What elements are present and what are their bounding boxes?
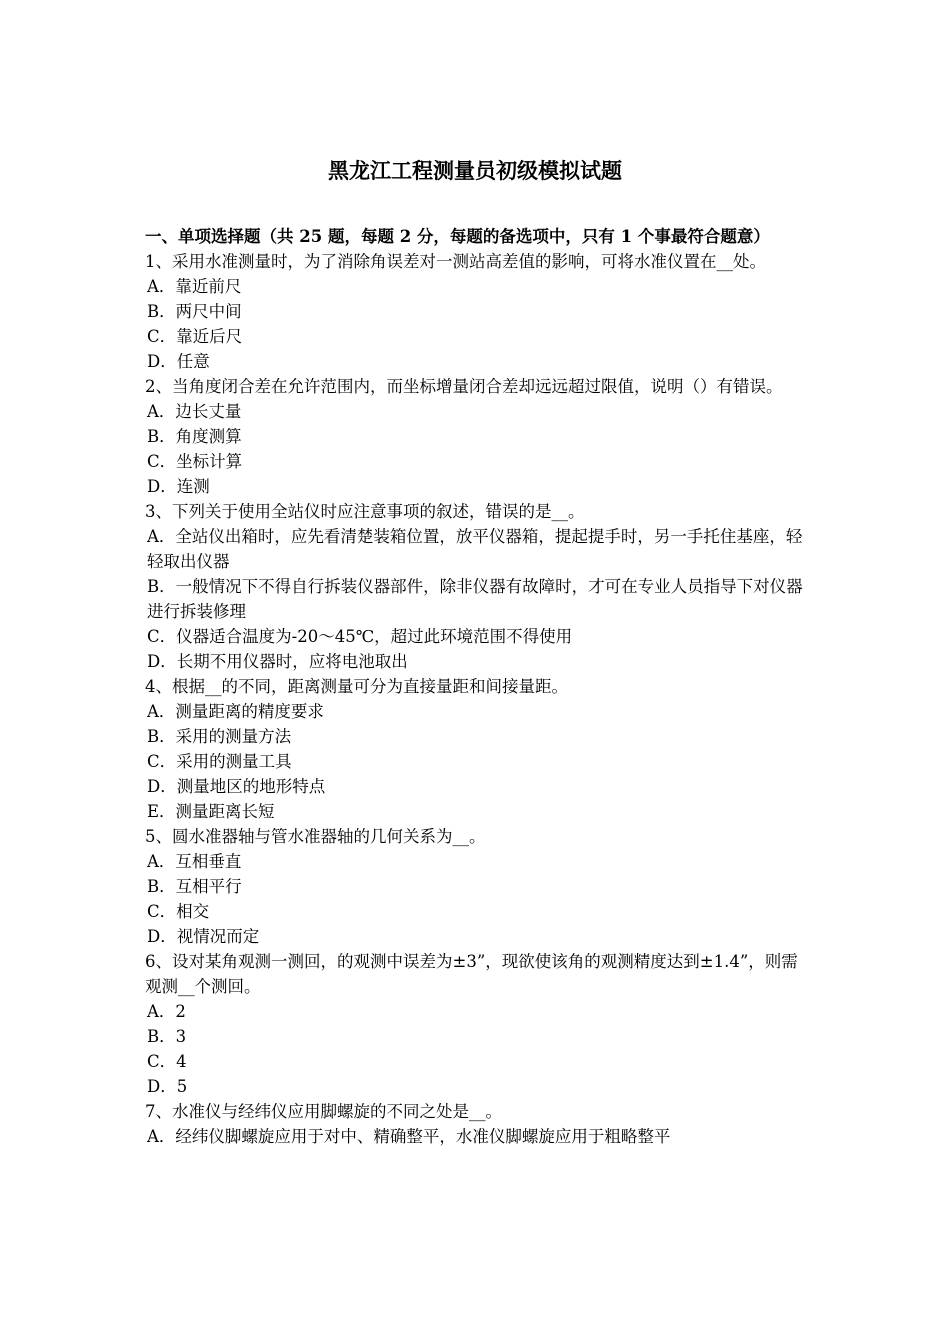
option-letter: A． xyxy=(147,527,176,546)
option-letter: A． xyxy=(147,1127,176,1146)
answer-option xyxy=(145,524,810,574)
question-item xyxy=(145,824,810,949)
answer-option xyxy=(145,624,810,649)
document-title: 黑龙江工程测量员初级模拟试题 xyxy=(328,158,622,183)
option-letter: B． xyxy=(147,727,176,746)
option-letter: D． xyxy=(147,777,177,796)
question-item xyxy=(145,1099,810,1149)
answer-option xyxy=(145,649,810,674)
answer-option xyxy=(145,274,810,299)
option-letter: B． xyxy=(147,577,176,596)
answer-option xyxy=(145,874,810,899)
option-text: 采用的测量工具 xyxy=(176,752,292,771)
option-letter: C． xyxy=(147,452,177,471)
question-text: 4、根据__的不同，距离测量可分为直接量距和间接量距。 xyxy=(145,677,568,696)
option-text: 任意 xyxy=(176,352,210,371)
option-text: 连测 xyxy=(176,477,210,496)
answer-option xyxy=(145,399,810,424)
option-text: 经纬仪脚螺旋应用于对中、精确整平，水准仪脚螺旋应用于粗略整平 xyxy=(175,1127,671,1146)
option-text: 互相垂直 xyxy=(175,852,242,871)
option-letter: D． xyxy=(147,1077,177,1096)
question-text: 5、圆水准器轴与管水准器轴的几何关系为__。 xyxy=(145,827,486,846)
section-heading: 一、单项选择题（共 25 题，每题 2 分，每题的备选项中，只有 1 个事最符合题意） xyxy=(145,227,770,246)
option-text: 4 xyxy=(176,1052,187,1071)
option-letter: B． xyxy=(147,427,176,446)
question-text: 2、当角度闭合差在允许范围内，而坐标增量闭合差却远远超过限值，说明（）有错误。 xyxy=(145,377,783,396)
option-letter: D． xyxy=(147,477,177,496)
answer-option xyxy=(145,574,810,624)
option-text: 测量地区的地形特点 xyxy=(176,777,326,796)
answer-option xyxy=(145,349,810,374)
option-text: 测量距离长短 xyxy=(175,802,275,821)
answer-option xyxy=(145,1049,810,1074)
question-text: 3、下列关于使用全站仪时应注意事项的叙述，错误的是__。 xyxy=(145,502,585,521)
answer-option xyxy=(145,749,810,774)
answer-option xyxy=(145,699,810,724)
answer-option xyxy=(145,299,810,324)
option-text: 仪器适合温度为-20～45℃，超过此环境范围不得使用 xyxy=(176,627,573,646)
option-letter: C． xyxy=(147,902,177,921)
question-item xyxy=(145,499,810,674)
answer-option xyxy=(145,924,810,949)
option-letter: C． xyxy=(147,752,177,771)
option-letter: C． xyxy=(147,627,177,646)
option-letter: A． xyxy=(147,402,176,421)
option-letter: B． xyxy=(147,877,176,896)
option-letter: C． xyxy=(147,327,177,346)
question-text: 1、采用水准测量时，为了消除角误差对一测站高差值的影响，可将水准仪置在__处。 xyxy=(145,252,766,271)
answer-option xyxy=(145,849,810,874)
answer-option xyxy=(145,1124,810,1149)
answer-option xyxy=(145,424,810,449)
option-text: 边长丈量 xyxy=(175,402,242,421)
answer-option xyxy=(145,474,810,499)
option-letter: A． xyxy=(147,702,176,721)
option-letter: D． xyxy=(147,352,177,371)
answer-option xyxy=(145,999,810,1024)
option-letter: A． xyxy=(147,852,176,871)
option-text: 3 xyxy=(175,1027,187,1046)
question-item xyxy=(145,949,810,1099)
option-text: 互相平行 xyxy=(175,877,242,896)
option-text: 靠近后尺 xyxy=(176,327,243,346)
option-text: 两尺中间 xyxy=(175,302,242,321)
question-text: 6、设对某角观测一测回，的观测中误差为±3”，现欲使该角的观测精度达到±1.4”，则需观测__个测回。 xyxy=(145,952,798,996)
question-item xyxy=(145,374,810,499)
option-text: 视情况而定 xyxy=(176,927,260,946)
option-letter: D． xyxy=(147,652,177,671)
question-list xyxy=(145,249,810,1149)
answer-option xyxy=(145,724,810,749)
answer-option xyxy=(145,1074,810,1099)
question-item xyxy=(145,674,810,824)
option-letter: B． xyxy=(147,302,176,321)
option-letter: D． xyxy=(147,927,177,946)
option-text: 相交 xyxy=(176,902,210,921)
answer-option xyxy=(145,324,810,349)
option-text: 全站仪出箱时，应先看清楚装箱位置，放平仪器箱，提起提手时，另一手托住基座，轻轻取出仪器 xyxy=(147,527,803,571)
answer-option xyxy=(145,799,810,824)
option-text: 5 xyxy=(176,1077,188,1096)
option-text: 坐标计算 xyxy=(176,452,243,471)
option-text: 采用的测量方法 xyxy=(175,727,292,746)
option-letter: C． xyxy=(147,1052,177,1071)
question-item xyxy=(145,249,810,374)
answer-option xyxy=(145,449,810,474)
option-letter: A． xyxy=(147,277,176,296)
option-letter: B． xyxy=(147,1027,176,1046)
option-letter: E． xyxy=(147,802,176,821)
answer-option xyxy=(145,1024,810,1049)
option-text: 一般情况下不得自行拆装仪器部件，除非仪器有故障时，才可在专业人员指导下对仪器进行拆装修理 xyxy=(147,577,803,621)
option-text: 测量距离的精度要求 xyxy=(175,702,324,721)
option-text: 长期不用仪器时，应将电池取出 xyxy=(176,652,408,671)
document-body xyxy=(145,224,810,1149)
option-text: 2 xyxy=(175,1002,186,1021)
answer-option xyxy=(145,899,810,924)
option-text: 角度测算 xyxy=(175,427,242,446)
option-letter: A． xyxy=(147,1002,176,1021)
question-text: 7、水准仪与经纬仪应用脚螺旋的不同之处是__。 xyxy=(145,1102,502,1121)
option-text: 靠近前尺 xyxy=(175,277,242,296)
answer-option xyxy=(145,774,810,799)
